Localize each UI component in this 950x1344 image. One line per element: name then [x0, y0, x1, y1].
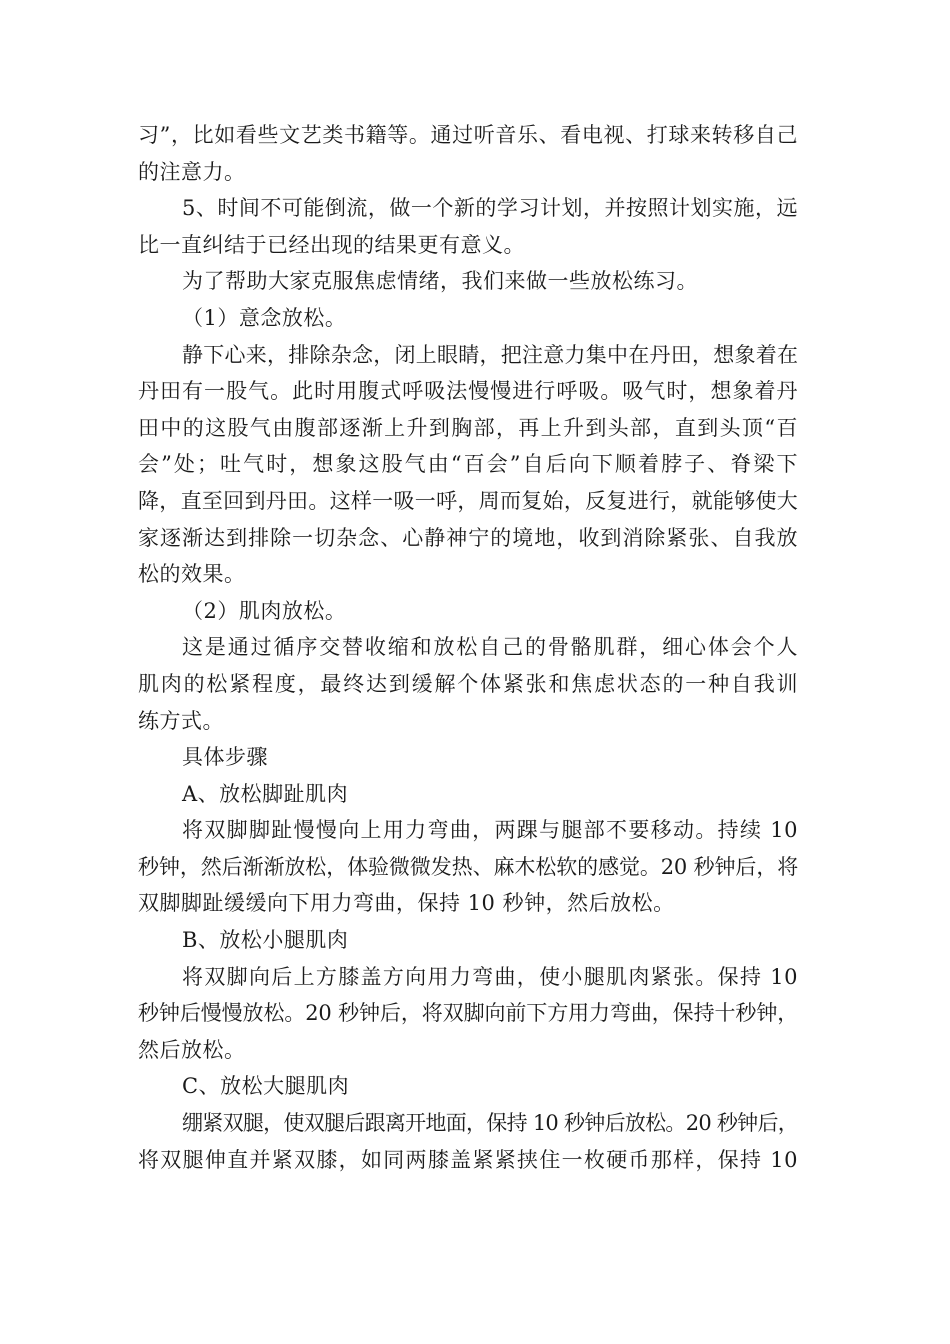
text-line: C、放松大腿肌肉: [182, 1074, 350, 1099]
text-line: 练方式。: [138, 708, 224, 733]
text-line: 习”，比如看些文艺类书籍等。通过听音乐、看电视、打球来转移自己: [138, 123, 798, 147]
text-line: 的注意力。: [138, 159, 246, 184]
text-line: 5、时间不可能倒流，做一个新的学习计划，并按照计划实施，远: [182, 196, 798, 221]
text-line: 将双脚脚趾慢慢向上用力弯曲，两踝与腿部不要移动。持续 10: [182, 818, 798, 843]
text-line: B、放松小腿肌肉: [182, 928, 349, 953]
text-line: 丹田有一股气。此时用腹式呼吸法慢慢进行呼吸。吸气时，想象着丹: [138, 379, 798, 404]
text-line: A、放松脚趾肌肉: [182, 781, 349, 806]
text-line: 绷紧双腿，使双腿后跟离开地面，保持 10 秒钟后放松。20 秒钟后，: [182, 1111, 798, 1136]
text-line: 为了帮助大家克服焦虑情绪，我们来做一些放松练习。: [182, 269, 698, 294]
text-line: 秒钟后慢慢放松。20 秒钟后，将双脚向前下方用力弯曲，保持十秒钟，: [138, 1001, 798, 1026]
text-line: 秒钟，然后渐渐放松，体验微微发热、麻木松软的感觉。20 秒钟后，将: [138, 854, 798, 879]
text-line: 将双脚向后上方膝盖方向用力弯曲，使小腿肌肉紧张。保持 10: [182, 964, 798, 989]
document-body: [138, 117, 798, 1178]
text-line: 田中的这股气由腹部逐渐上升到胸部，再上升到头部，直到头顶“百: [138, 415, 798, 440]
text-line: 然后放松。: [138, 1037, 246, 1062]
text-line: （1）意念放松。: [182, 305, 347, 330]
text-line: 降，直至回到丹田。这样一吸一呼，周而复始，反复进行，就能够使大: [138, 488, 798, 513]
text-line: 静下心来，排除杂念，闭上眼睛，把注意力集中在丹田，想象着在: [182, 342, 799, 367]
text-line: 松的效果。: [138, 562, 246, 587]
text-line: 肌肉的松紧程度，最终达到缓解个体紧张和焦虑状态的一种自我训: [138, 671, 798, 696]
text-line: 具体步骤: [182, 745, 268, 770]
text-line: 双脚脚趾缓缓向下用力弯曲，保持 10 秒钟，然后放松。: [138, 891, 675, 916]
text-line: 这是通过循序交替收缩和放松自己的骨骼肌群，细心体会个人: [182, 635, 798, 660]
text-line: 会”处；吐气时，想象这股气由“百会”自后向下顺着脖子、脊梁下: [138, 452, 798, 477]
text-line: 将双腿伸直并紧双膝，如同两膝盖紧紧挟住一枚硬币那样，保持 10: [138, 1147, 798, 1172]
text-line: 比一直纠结于已经出现的结果更有意义。: [138, 232, 525, 257]
text-line: （2）肌肉放松。: [182, 598, 347, 623]
text-line: 家逐渐达到排除一切杂念、心静神宁的境地，收到消除紧张、自我放: [138, 525, 798, 550]
